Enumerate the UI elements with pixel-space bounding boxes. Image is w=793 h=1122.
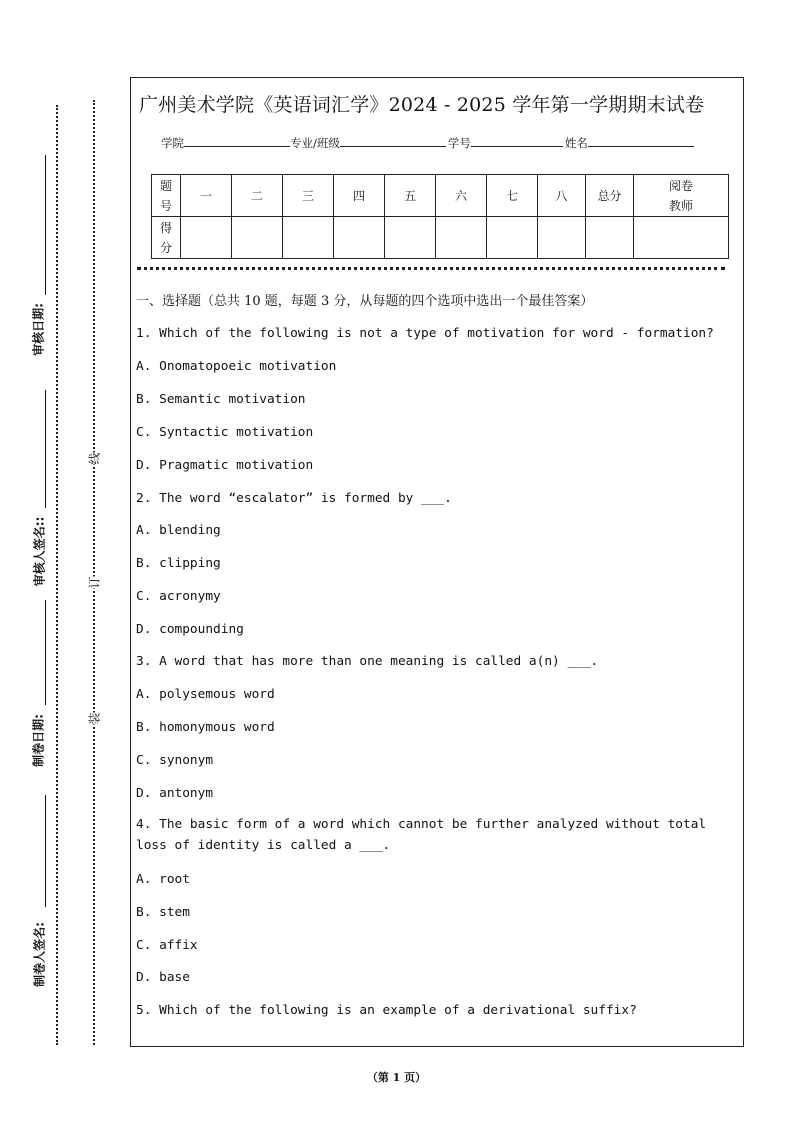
row-label-score: 得分 <box>152 217 181 259</box>
answer-option[interactable]: A. polysemous word <box>136 687 275 702</box>
score-cell-7[interactable] <box>487 217 538 259</box>
bind-char-line: 线 <box>84 452 105 464</box>
question-stem: 3. A word that has more than one meaning is called a(n) ___. <box>136 654 599 669</box>
prepare-signature-blank <box>45 795 47 907</box>
score-table <box>151 174 729 259</box>
college-label: 学院 <box>161 136 184 150</box>
name-label: 姓名 <box>564 136 588 150</box>
question-stem: 5. Which of the following is an example of a derivational suffix? <box>136 1003 637 1018</box>
col-grader: 阅卷教师 <box>634 175 729 217</box>
answer-option[interactable]: B. Semantic motivation <box>136 392 306 407</box>
answer-option[interactable]: B. stem <box>136 905 190 920</box>
review-date-blank <box>45 155 47 295</box>
student-info-row <box>161 134 694 151</box>
score-cell-8[interactable] <box>538 217 586 259</box>
separator-dotted-line <box>137 267 725 270</box>
col-total: 总分 <box>586 175 634 217</box>
score-cell-2[interactable] <box>232 217 283 259</box>
bind-char-install: 装 <box>84 712 105 724</box>
col-6: 六 <box>436 175 487 217</box>
review-signature-label: 审核人签名:: <box>32 516 47 587</box>
college-field[interactable] <box>184 134 290 147</box>
score-cell-1[interactable] <box>181 217 232 259</box>
answer-option[interactable]: D. base <box>136 970 190 985</box>
student-id-label: 学号 <box>447 136 471 150</box>
score-cell-5[interactable] <box>385 217 436 259</box>
score-cell-3[interactable] <box>283 217 334 259</box>
answer-option[interactable]: A. root <box>136 872 190 887</box>
answer-option[interactable]: A. blending <box>136 523 221 538</box>
question-stem: 4. The basic form of a word which cannot be further analyzed without total loss of identity is called a ___. <box>136 817 707 853</box>
prepare-date-blank <box>45 600 47 705</box>
col-5: 五 <box>385 175 436 217</box>
answer-option[interactable]: A. Onomatopoeic motivation <box>136 359 337 374</box>
answer-option[interactable]: B. clipping <box>136 556 221 571</box>
section-heading: 一、选择题（总共 10 题，每题 3 分，从每题的四个选项中选出一个最佳答案） <box>136 294 594 309</box>
exam-frame <box>130 77 744 1047</box>
major-label: 专业/班级 <box>290 136 340 150</box>
major-field[interactable] <box>340 134 446 147</box>
answer-option[interactable]: B. homonymous word <box>136 720 275 735</box>
col-4: 四 <box>334 175 385 217</box>
row-label-question-number: 题号 <box>152 175 181 217</box>
answer-option[interactable]: C. Syntactic motivation <box>136 425 314 440</box>
binding-dotted-line <box>93 100 95 1045</box>
answer-option[interactable]: D. antonym <box>136 786 214 801</box>
name-field[interactable] <box>588 134 694 147</box>
col-7: 七 <box>487 175 538 217</box>
answer-option[interactable]: D. compounding <box>136 622 244 637</box>
question-stem: 1. Which of the following is not a type of motivation for word - formation? <box>136 326 714 341</box>
bind-char-order: 订 <box>84 576 105 588</box>
question-stem: 2. The word “escalator” is formed by ___. <box>136 491 452 506</box>
score-cell-grader[interactable] <box>634 217 729 259</box>
outer-dotted-line <box>56 105 58 1045</box>
answer-option[interactable]: C. acronymy <box>136 589 221 604</box>
prepare-date-label: 制卷日期: <box>31 714 46 767</box>
review-signature-blank <box>45 390 47 508</box>
col-1: 一 <box>181 175 232 217</box>
student-id-field[interactable] <box>471 134 563 147</box>
answer-option[interactable]: C. synonym <box>136 753 214 768</box>
col-8: 八 <box>538 175 586 217</box>
answer-option[interactable]: D. Pragmatic motivation <box>136 458 314 473</box>
score-cell-6[interactable] <box>436 217 487 259</box>
score-cell-4[interactable] <box>334 217 385 259</box>
page-number: （第 1 页） <box>366 1071 427 1084</box>
col-3: 三 <box>283 175 334 217</box>
score-cell-total[interactable] <box>586 217 634 259</box>
answer-option[interactable]: C. affix <box>136 938 198 953</box>
prepare-signature-label: 制卷人签名: <box>32 922 47 987</box>
exam-title: 广州美术学院《英语词汇学》2024 - 2025 学年第一学期期末试卷 <box>139 94 705 116</box>
review-date-label: 审核日期: <box>31 303 46 356</box>
col-2: 二 <box>232 175 283 217</box>
